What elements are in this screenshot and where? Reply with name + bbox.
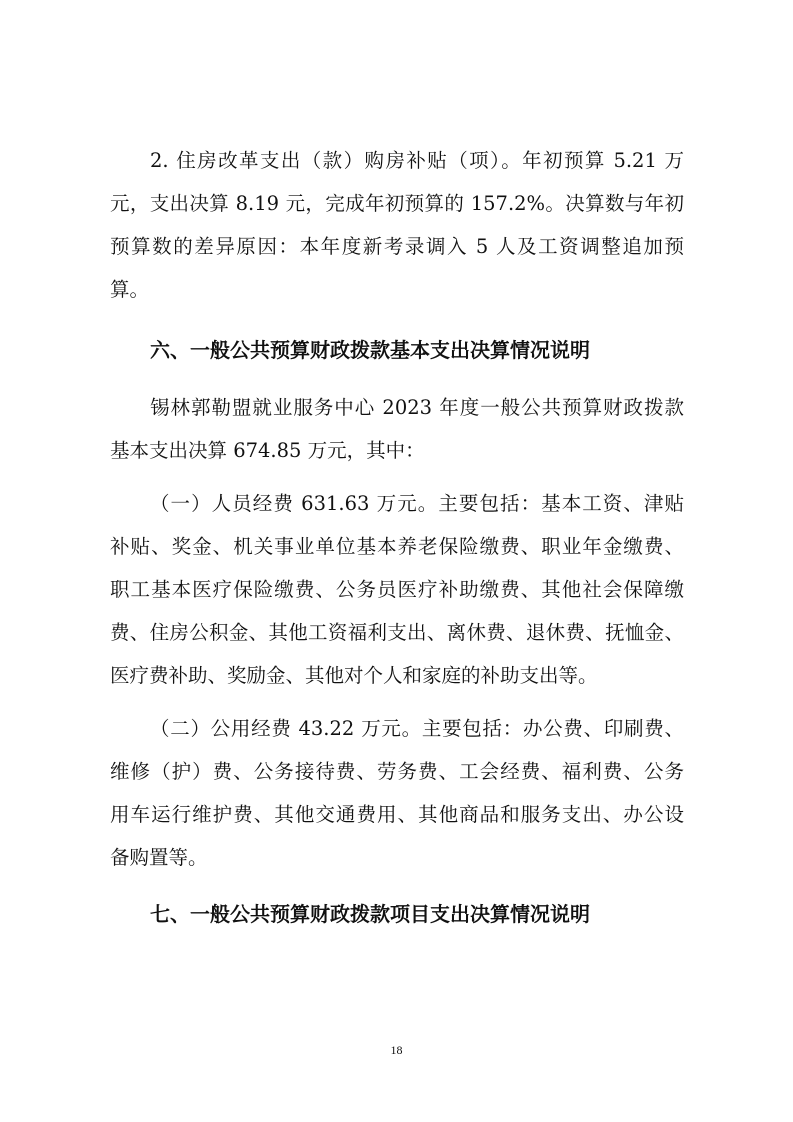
page-number: 18 xyxy=(390,1043,403,1057)
text-line: 用车运行维护费、其他交通费用、其他商品和服务支出、办公设 xyxy=(110,803,684,826)
section-heading-seven: 七、一般公共预算财政拨款项目支出决算情况说明 xyxy=(150,902,590,926)
text-line: 职工基本医疗保险缴费、公务员医疗补助缴费、其他社会保障缴 xyxy=(110,578,684,601)
text-line: 补贴、奖金、机关事业单位基本养老保险缴费、职业年金缴费、 xyxy=(110,535,684,558)
text-line: 备购置等。 xyxy=(110,846,208,869)
text-line: 元，支出决算 8.19 元，完成年初预算的 157.2%。决算数与年初 xyxy=(110,192,684,215)
text-line: （二）公用经费 43.22 万元。主要包括：办公费、印刷费、 xyxy=(150,717,684,740)
text-line: 锡林郭勒盟就业服务中心 2023 年度一般公共预算财政拨款 xyxy=(150,396,684,419)
text-line: 基本支出决算 674.85 万元，其中： xyxy=(110,439,425,462)
text-line: 预算数的差异原因：本年度新考录调入 5 人及工资调整追加预 xyxy=(110,235,684,258)
text-line: 费、住房公积金、其他工资福利支出、离休费、退休费、抚恤金、 xyxy=(110,621,684,644)
text-line: （一）人员经费 631.63 万元。主要包括：基本工资、津贴 xyxy=(150,492,684,515)
section-heading-six: 六、一般公共预算财政拨款基本支出决算情况说明 xyxy=(150,338,590,362)
text-line: 2. 住房改革支出（款）购房补贴（项）。年初预算 5.21 万 xyxy=(150,149,684,172)
text-line: 医疗费补助、奖励金、其他对个人和家庭的补助支出等。 xyxy=(110,664,598,687)
text-line: 维修（护）费、公务接待费、劳务费、工会经费、福利费、公务 xyxy=(110,760,684,783)
text-line: 算。 xyxy=(110,278,150,301)
